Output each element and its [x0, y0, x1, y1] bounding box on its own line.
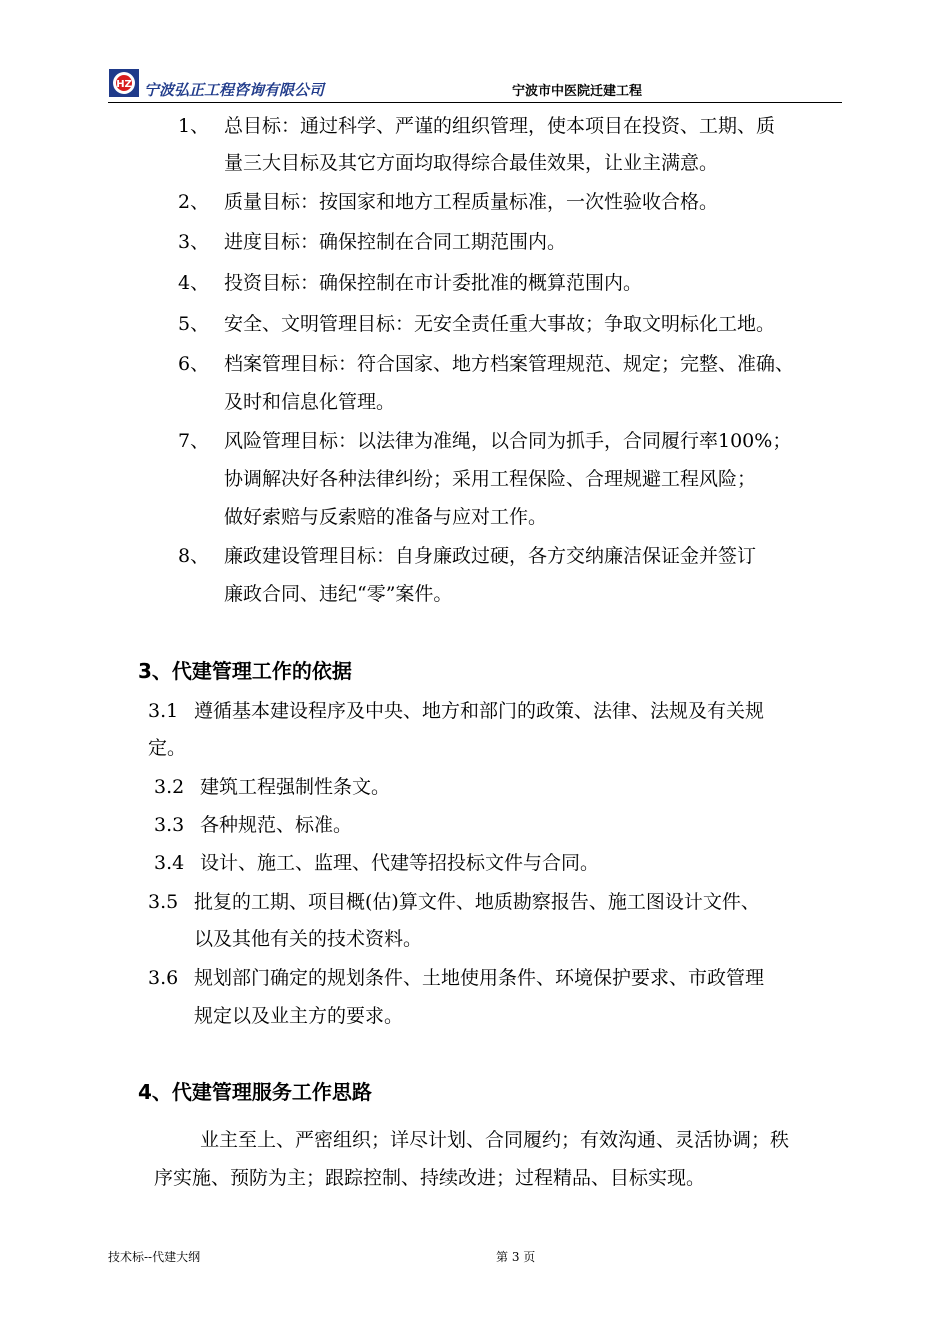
hz-logo-icon	[108, 68, 140, 98]
goal-text: 廉政建设管理目标：自身廉政过硬，各方交纳廉洁保证金并签订	[224, 545, 757, 567]
clause-text: 遵循基本建设程序及中央、地方和部门的政策、法律、法规及有关规	[194, 700, 765, 722]
goal-text: 协调解决好各种法律纠纷；采用工程保险、合理规避工程风险；	[224, 468, 757, 490]
page-header	[108, 66, 842, 103]
clause-number: 3.3	[154, 814, 185, 836]
clause-number: 3.4	[154, 852, 185, 874]
body-paragraph: 业主至上、严密组织；详尽计划、合同履约；有效沟通、灵活协调；秩	[200, 1129, 790, 1151]
clause-number: 3.2	[154, 776, 185, 798]
section-4-title: 4、代建管理服务工作思路	[138, 1080, 372, 1104]
company-name: 宁波弘正工程咨询有限公司	[144, 81, 325, 99]
goal-text: 总目标：通过科学、严谨的组织管理，使本项目在投资、工期、质	[224, 115, 776, 137]
goal-text: 量三大目标及其它方面均取得综合最佳效果，让业主满意。	[224, 152, 719, 174]
goal-text: 风险管理目标：以法律为准绳，以合同为抓手，合同履行率100%；	[224, 430, 792, 452]
svg-text:HZ: HZ	[116, 79, 132, 90]
goal-number: 1、	[178, 115, 210, 137]
clause-text: 规定以及业主方的要求。	[194, 1005, 404, 1027]
clause-text: 规划部门确定的规划条件、土地使用条件、环境保护要求、市政管理	[194, 967, 765, 989]
clause-number: 3.5	[148, 891, 179, 913]
body-paragraph: 序实施、预防为主；跟踪控制、持续改进；过程精品、目标实现。	[154, 1167, 706, 1189]
goal-number: 6、	[178, 353, 210, 375]
clause-number: 3.6	[148, 967, 179, 989]
clause-text: 各种规范、标准。	[200, 814, 353, 836]
goal-number: 4、	[178, 272, 210, 294]
goal-text: 投资目标：确保控制在市计委批准的概算范围内。	[224, 272, 643, 294]
clause-text: 设计、施工、监理、代建等招投标文件与合同。	[200, 852, 600, 874]
clause-number: 3.1	[148, 700, 179, 722]
clause-text: 定。	[148, 737, 187, 759]
goal-number: 3、	[178, 231, 210, 253]
goal-text: 质量目标：按国家和地方工程质量标准，一次性验收合格。	[224, 191, 719, 213]
clause-text: 批复的工期、项目概(估)算文件、地质勘察报告、施工图设计文件、	[194, 891, 760, 913]
goal-text: 及时和信息化管理。	[224, 391, 396, 413]
goal-number: 2、	[178, 191, 210, 213]
clause-text: 建筑工程强制性条文。	[200, 776, 391, 798]
goal-number: 5、	[178, 313, 210, 335]
footer-doc-name: 技术标--代建大纲	[108, 1250, 201, 1264]
section-3-title: 3、代建管理工作的依据	[138, 659, 352, 683]
page-number: 第 3 页	[496, 1250, 536, 1264]
clause-text: 以及其他有关的技术资料。	[194, 928, 423, 950]
goal-number: 7、	[178, 430, 210, 452]
goal-text: 档案管理目标：符合国家、地方档案管理规范、规定；完整、准确、	[224, 353, 795, 375]
goal-text: 进度目标：确保控制在合同工期范围内。	[224, 231, 567, 253]
project-name: 宁波市中医院迁建工程	[512, 84, 643, 99]
goal-text: 做好索赔与反索赔的准备与应对工作。	[224, 506, 548, 528]
goal-number: 8、	[178, 545, 210, 567]
goal-text: 安全、文明管理目标：无安全责任重大事故；争取文明标化工地。	[224, 313, 776, 335]
goal-text: 廉政合同、违纪“零”案件。	[224, 583, 453, 605]
